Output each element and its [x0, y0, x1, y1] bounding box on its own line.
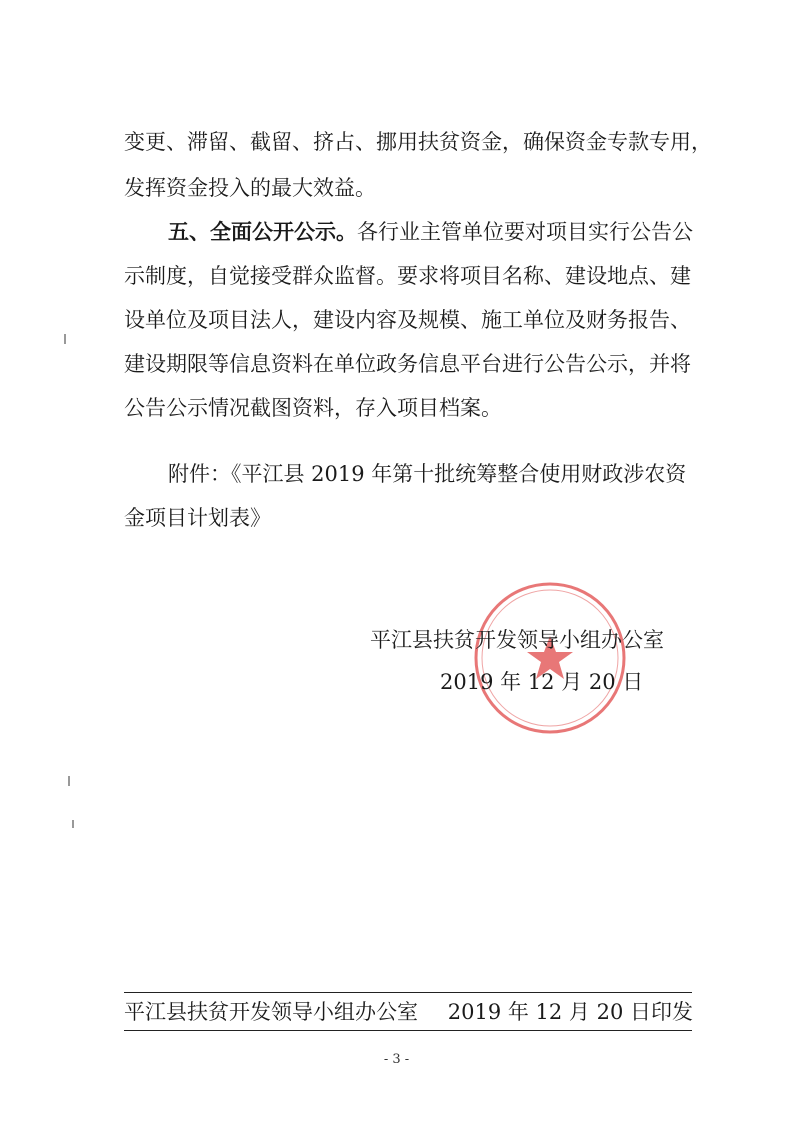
- scan-mark: [64, 334, 66, 344]
- page-number: - 3 -: [383, 1052, 410, 1067]
- attachment-line-2: 金项目计划表》: [124, 506, 271, 530]
- scan-mark: [68, 776, 70, 786]
- official-seal-icon: [470, 578, 630, 738]
- footer-issue-date: 2019 年 12 月 20 日印发: [447, 1000, 693, 1024]
- signature-org: 平江县扶贫开发领导小组办公室: [370, 628, 664, 652]
- body-line-5: 建设期限等信息资料在单位政务信息平台进行公告公示，并将: [124, 352, 691, 376]
- footer-bottom-rule: [124, 1030, 692, 1031]
- footer-org: 平江县扶贫开发领导小组办公室: [124, 1000, 418, 1024]
- section5-line: [168, 220, 758, 244]
- footer-top-rule: [124, 992, 692, 993]
- body-line-2: 发挥资金投入的最大效益。: [124, 176, 376, 200]
- body-line-3: 示制度，自觉接受群众监督。要求将项目名称、建设地点、建: [124, 264, 691, 288]
- body-line-6: 公告公示情况截图资料，存入项目档案。: [124, 396, 502, 420]
- section5-heading: 五、全面公开公示。: [168, 219, 357, 244]
- attachment-line-1: 附件：《平江县 2019 年第十批统筹整合使用财政涉农资: [168, 462, 687, 486]
- body-line-1: 变更、滞留、截留、挤占、挪用扶贫资金，确保资金专款专用，: [124, 130, 712, 154]
- body-line-4: 设单位及项目法人，建设内容及规模、施工单位及财务报告、: [124, 308, 691, 332]
- section5-text: 各行业主管单位要对项目实行公告公: [357, 220, 693, 244]
- signature-date: 2019 年 12 月 20 日: [440, 670, 644, 694]
- scan-mark: [72, 820, 74, 828]
